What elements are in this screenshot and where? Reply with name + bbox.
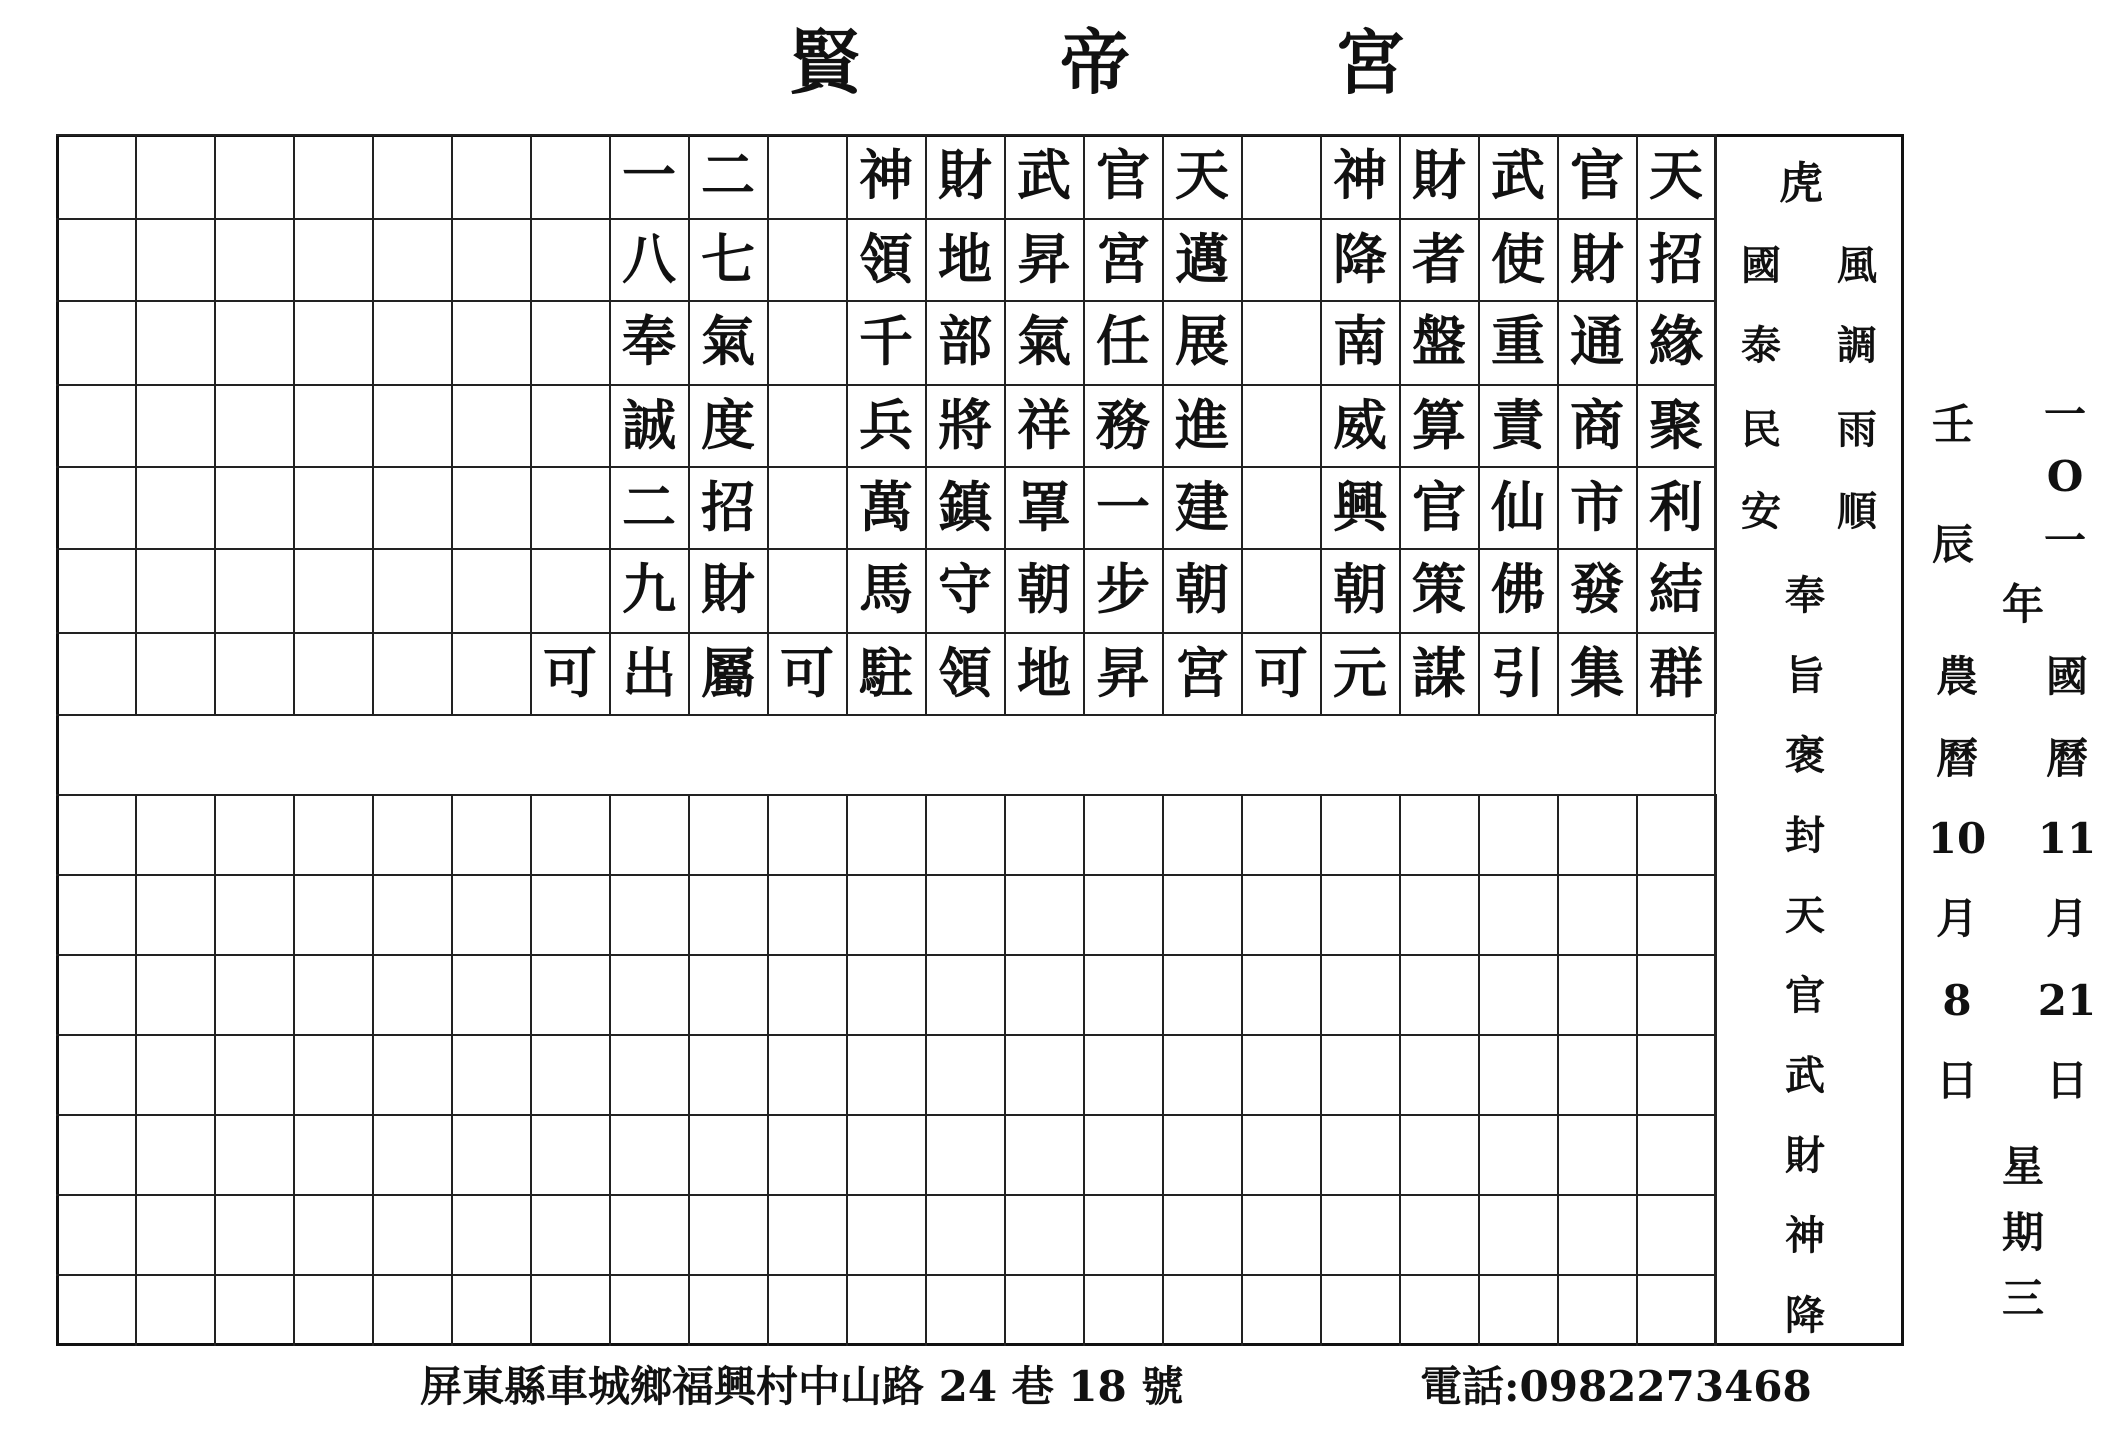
grid-char: 朝 — [1175, 557, 1229, 621]
decree-char: 褒 — [1785, 732, 1825, 779]
grid-char: 結 — [1649, 557, 1703, 621]
grid-char: 邁 — [1175, 227, 1229, 291]
grid-char: 兵 — [859, 393, 913, 457]
grid-line — [56, 874, 1714, 876]
grid-line — [530, 794, 532, 1346]
grid-char: 算 — [1412, 393, 1466, 457]
grid-char: 使 — [1491, 227, 1545, 291]
grid-char: 領 — [859, 227, 913, 291]
grid-char: 謀 — [1412, 641, 1466, 705]
grid-char: 九 — [622, 557, 676, 621]
grid-char: 引 — [1491, 641, 1545, 705]
title-char-1: 賢 — [790, 21, 860, 104]
grid-char: 聚 — [1649, 393, 1703, 457]
grid-char: 集 — [1570, 641, 1624, 705]
weekday-char: 三 — [2001, 1274, 2044, 1323]
decree-char: 神 — [1785, 1212, 1825, 1259]
grid-char: 一 — [622, 143, 676, 207]
grid-char: 展 — [1175, 309, 1229, 373]
grid-line — [451, 134, 453, 714]
title-char-3: 宮 — [1335, 21, 1405, 104]
grid-char: 發 — [1570, 557, 1624, 621]
grid-char: 領 — [938, 641, 992, 705]
grid-char: 市 — [1570, 475, 1624, 539]
grid-char: 招 — [701, 475, 755, 539]
grid-char: 商 — [1570, 393, 1624, 457]
decree-char: 官 — [1785, 972, 1825, 1019]
lunar-date-part: 農 — [1935, 652, 1978, 701]
decree-char: 奉 — [1785, 572, 1825, 619]
grid-char: 部 — [938, 309, 992, 373]
blessing-left-3: 民 — [1741, 406, 1781, 453]
grid-char: 二 — [701, 143, 755, 207]
decree-char: 天 — [1785, 892, 1825, 939]
lunar-date-part: 10 — [1927, 814, 1987, 863]
weekday-char: 期 — [2001, 1208, 2044, 1257]
grid-char: 罩 — [1017, 475, 1071, 539]
grid-line — [56, 794, 1714, 796]
lunar-date-part: 月 — [1935, 894, 1978, 943]
grid-char: 南 — [1333, 309, 1387, 373]
grid-char: 天 — [1649, 143, 1703, 207]
lunar-date-part: 日 — [1935, 1056, 1978, 1105]
grid-char: 威 — [1333, 393, 1387, 457]
blessing-right-1: 風 — [1837, 242, 1877, 289]
grid-char: 武 — [1491, 143, 1545, 207]
grid-line — [1478, 794, 1480, 1346]
decree-char: 財 — [1785, 1132, 1825, 1179]
blessing-left-4: 安 — [1741, 488, 1781, 535]
grid-char: 緣 — [1649, 309, 1703, 373]
solar-date-part: 月 — [2045, 894, 2088, 943]
grid-char: 屬 — [701, 641, 755, 705]
grid-line — [56, 1114, 1714, 1116]
grid-line — [688, 794, 690, 1346]
grid-line — [372, 794, 374, 1346]
grid-char: 可 — [1254, 641, 1308, 705]
blessing-left-2: 泰 — [1741, 322, 1781, 369]
grid-line — [214, 794, 216, 1346]
grid-line — [1241, 134, 1243, 714]
phone-text: 電話:0982273468 — [1420, 1362, 1812, 1411]
solar-date-part: 曆 — [2045, 734, 2088, 783]
grid-line — [1399, 794, 1401, 1346]
grid-line — [214, 134, 216, 714]
solar-date-part: 國 — [2045, 652, 2088, 701]
grid-line — [846, 794, 848, 1346]
grid-line — [372, 134, 374, 714]
year-suffix: 年 — [2001, 580, 2044, 629]
grid-char: 出 — [622, 641, 676, 705]
grid-char: 進 — [1175, 393, 1229, 457]
grid-char: 財 — [701, 557, 755, 621]
grid-char: 守 — [938, 557, 992, 621]
year-char: O — [2046, 452, 2084, 501]
grid-char: 七 — [701, 227, 755, 291]
grid-char: 昇 — [1017, 227, 1071, 291]
grid-char: 佛 — [1491, 557, 1545, 621]
grid-char: 財 — [938, 143, 992, 207]
grid-line — [1636, 794, 1638, 1346]
solar-date-part: 日 — [2045, 1056, 2088, 1105]
grid-char: 朝 — [1017, 557, 1071, 621]
decree-char: 封 — [1785, 812, 1825, 859]
grid-char: 任 — [1096, 309, 1150, 373]
grid-line — [1162, 794, 1164, 1346]
grid-char: 地 — [938, 227, 992, 291]
ganzhi-char: 辰 — [1931, 520, 1974, 569]
year-char: 一 — [2043, 390, 2086, 439]
lunar-date-part: 曆 — [1935, 734, 1978, 783]
grid-char: 神 — [1333, 143, 1387, 207]
grid-char: 奉 — [622, 309, 676, 373]
grid-char: 馬 — [859, 557, 913, 621]
grid-line — [56, 1194, 1714, 1196]
grid-char: 策 — [1412, 557, 1466, 621]
grid-line — [767, 134, 769, 714]
grid-line — [56, 954, 1714, 956]
grid-line — [1004, 794, 1006, 1346]
grid-char: 天 — [1175, 143, 1229, 207]
grid-char: 武 — [1017, 143, 1071, 207]
grid-line — [1083, 794, 1085, 1346]
grid-char: 招 — [1649, 227, 1703, 291]
grid-char: 一 — [1096, 475, 1150, 539]
grid-char: 地 — [1017, 641, 1071, 705]
decree-char: 武 — [1785, 1052, 1825, 1099]
grid-char: 官 — [1412, 475, 1466, 539]
decree-char: 旨 — [1785, 652, 1825, 699]
grid-char: 將 — [938, 393, 992, 457]
grid-line — [925, 794, 927, 1346]
grid-line — [767, 794, 769, 1346]
grid-char: 昇 — [1096, 641, 1150, 705]
grid-char: 萬 — [859, 475, 913, 539]
grid-char: 通 — [1570, 309, 1624, 373]
grid-line — [135, 134, 137, 714]
grid-line — [1241, 794, 1243, 1346]
grid-char: 元 — [1333, 641, 1387, 705]
grid-char: 祥 — [1017, 393, 1071, 457]
grid-line — [1557, 794, 1559, 1346]
year-char: 一 — [2043, 516, 2086, 565]
grid-char: 度 — [701, 393, 755, 457]
grid-char: 財 — [1412, 143, 1466, 207]
solar-date-part: 11 — [2037, 814, 2097, 863]
blessing-right-3: 雨 — [1837, 406, 1877, 453]
grid-line — [293, 794, 295, 1346]
grid-char: 興 — [1333, 475, 1387, 539]
grid-char: 宮 — [1175, 641, 1229, 705]
grid-char: 朝 — [1333, 557, 1387, 621]
ganzhi-char: 壬 — [1931, 400, 1974, 449]
grid-char: 降 — [1333, 227, 1387, 291]
title-char-2: 帝 — [1060, 21, 1130, 104]
grid-char: 務 — [1096, 393, 1150, 457]
blessing-right-2: 調 — [1837, 322, 1877, 369]
grid-char: 步 — [1096, 557, 1150, 621]
lunar-date-part: 8 — [1942, 976, 1972, 1025]
grid-char: 千 — [859, 309, 913, 373]
solar-date-part: 21 — [2037, 976, 2097, 1025]
grid-char: 仙 — [1491, 475, 1545, 539]
decree-char: 降 — [1785, 1292, 1825, 1339]
grid-char: 者 — [1412, 227, 1466, 291]
grid-char: 利 — [1649, 475, 1703, 539]
grid-char: 可 — [543, 641, 597, 705]
address-text: 屏東縣車城鄉福興村中山路 24 巷 18 號 — [420, 1362, 1184, 1411]
blessing-left-1: 國 — [1741, 242, 1781, 289]
grid-line — [451, 794, 453, 1346]
grid-char: 誠 — [622, 393, 676, 457]
grid-char: 鎮 — [938, 475, 992, 539]
grid-char: 神 — [859, 143, 913, 207]
grid-line — [56, 1034, 1714, 1036]
blessing-right-4: 順 — [1837, 488, 1877, 535]
grid-char: 官 — [1096, 143, 1150, 207]
grid-char: 氣 — [1017, 309, 1071, 373]
grid-char: 盤 — [1412, 309, 1466, 373]
grid-char: 氣 — [701, 309, 755, 373]
weekday-char: 星 — [2001, 1142, 2044, 1191]
grid-line — [135, 794, 137, 1346]
grid-char: 群 — [1649, 641, 1703, 705]
grid-char: 二 — [622, 475, 676, 539]
grid-line — [56, 1274, 1714, 1276]
grid-line — [1320, 794, 1322, 1346]
grid-line — [56, 714, 1714, 716]
grid-char: 官 — [1570, 143, 1624, 207]
grid-char: 八 — [622, 227, 676, 291]
grid-char: 駐 — [859, 641, 913, 705]
grid-line — [609, 794, 611, 1346]
grid-char: 建 — [1175, 475, 1229, 539]
grid-char: 重 — [1491, 309, 1545, 373]
grid-char: 宮 — [1096, 227, 1150, 291]
grid-char: 責 — [1491, 393, 1545, 457]
grid-line — [530, 134, 532, 714]
grid-char: 財 — [1570, 227, 1624, 291]
tiger-char: 虎 — [1779, 158, 1823, 209]
grid-char: 可 — [780, 641, 834, 705]
grid-line — [293, 134, 295, 714]
